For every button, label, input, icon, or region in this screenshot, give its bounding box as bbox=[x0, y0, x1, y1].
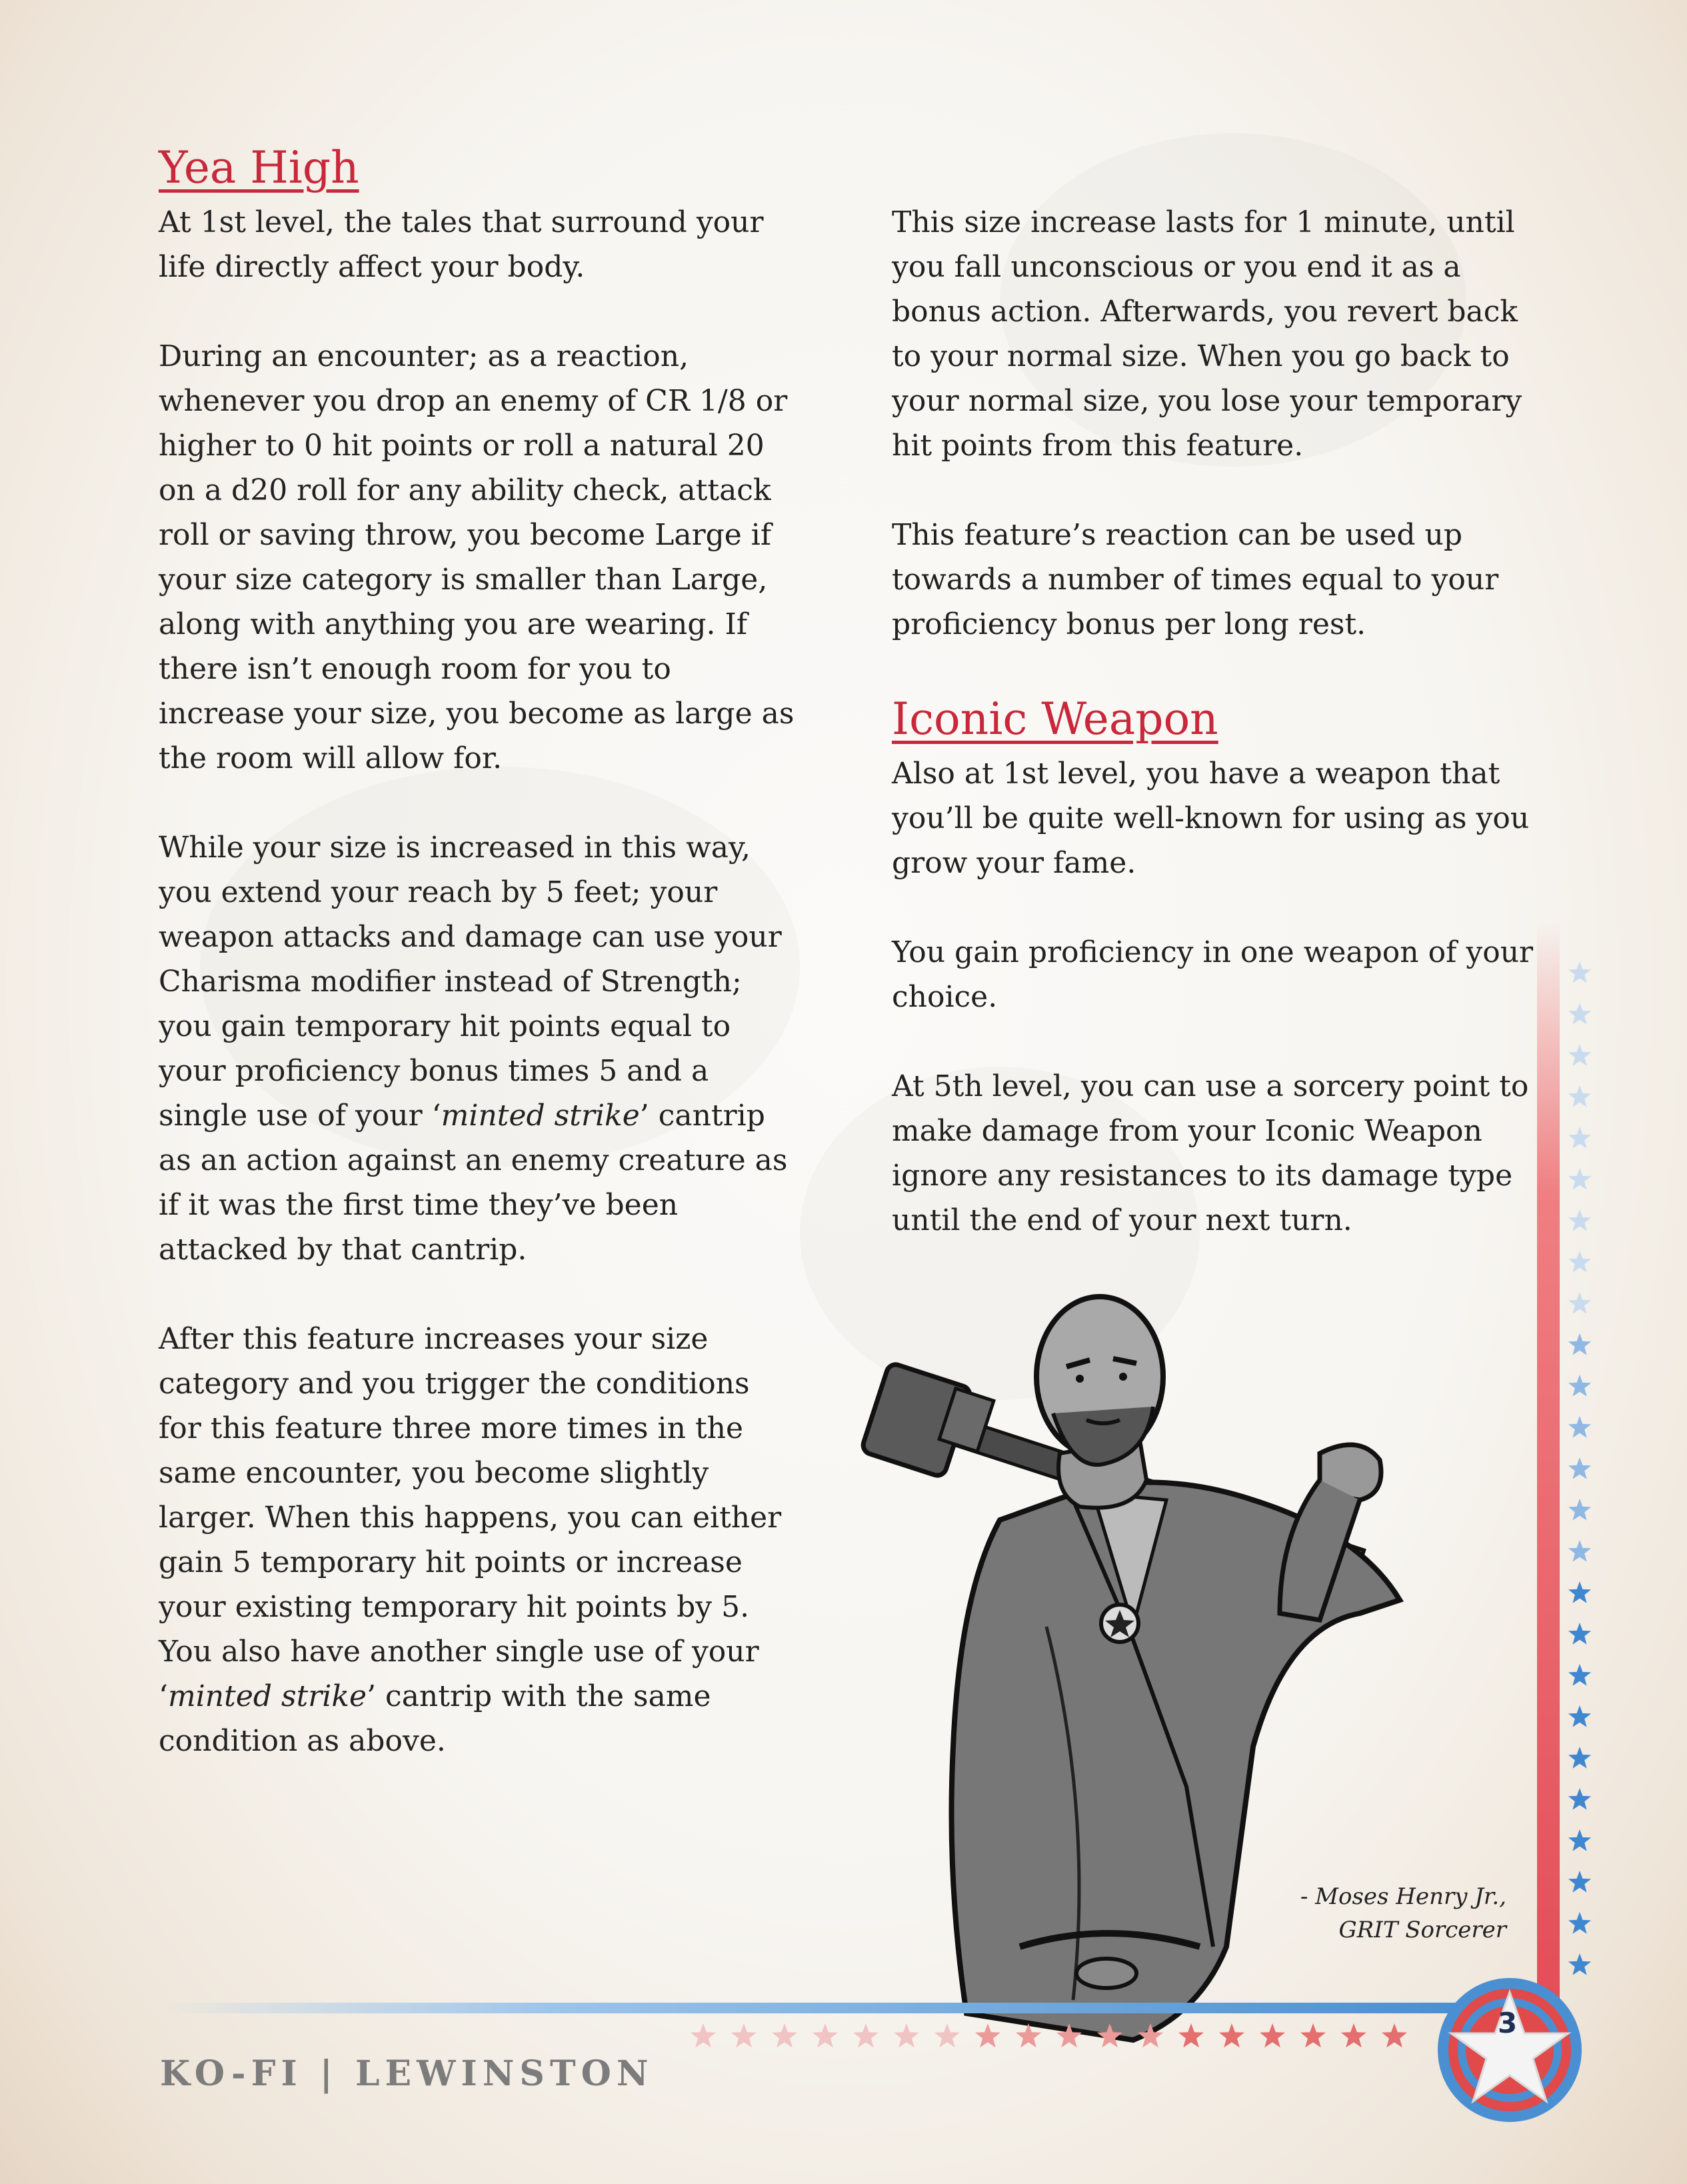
caption-line: GRIT Sorcerer bbox=[1338, 1917, 1506, 1943]
paragraph: Also at 1st level, you have a weapon that you’ll be quite well-known for using as you grow your fame. bbox=[892, 757, 1530, 880]
star-icon bbox=[1260, 2023, 1285, 2047]
star-column-decoration bbox=[1565, 960, 1594, 2000]
star-icon bbox=[1097, 2023, 1122, 2047]
star-icon bbox=[691, 2023, 716, 2047]
star-icon bbox=[853, 2023, 878, 2047]
illustration-caption bbox=[1266, 1880, 1506, 1947]
star-icon bbox=[1568, 1333, 1591, 1355]
spell-name: minted strike bbox=[168, 1679, 367, 1713]
star-icon bbox=[1568, 1168, 1591, 1190]
star-icon bbox=[1568, 1829, 1591, 1851]
paragraph: This size increase lasts for 1 minute, until you fall unconscious or you end it as a bonus action. Afterwards, you revert back to your normal size. When you go back to your normal size, you lose your temporary hit points from this feature. bbox=[892, 205, 1522, 463]
star-icon bbox=[1568, 1416, 1591, 1438]
star-icon bbox=[1568, 961, 1591, 983]
star-icon bbox=[975, 2023, 1000, 2047]
star-icon bbox=[1568, 1292, 1591, 1314]
paragraph bbox=[159, 1317, 799, 1763]
page-number: 3 bbox=[1498, 2007, 1518, 2039]
star-icon bbox=[1568, 1375, 1591, 1397]
star-icon bbox=[1138, 2023, 1163, 2047]
star-icon bbox=[1300, 2023, 1326, 2047]
text-run: While your size is increased in this way, you extend your reach by 5 feet; your weapon attacks and damage can use your Charisma modifier instead of Strength; you gain temporary hit points equal to your proficiency bonus times 5 and a single use of your ‘ bbox=[159, 831, 782, 1133]
decorative-blue-stripe bbox=[160, 2003, 1460, 2013]
section-heading-yea-high: Yea High bbox=[159, 142, 359, 193]
star-icon bbox=[1568, 1127, 1591, 1149]
right-column bbox=[892, 200, 1545, 1287]
star-icon bbox=[1568, 1044, 1591, 1066]
text-run: After this feature increases your size category and you trigger the conditions for this feature three more times in the same encounter, you become slightly larger. When this happens, you can either gain 5 temporary hit points or increase your existing temporary hit points by 5. You also have another single use of your ‘ bbox=[159, 1322, 782, 1713]
star-icon bbox=[1568, 1623, 1591, 1645]
star-icon bbox=[1568, 1871, 1591, 1893]
star-icon bbox=[1568, 1251, 1591, 1273]
text-run: ’ cantrip with the same condition as above. bbox=[159, 1679, 711, 1758]
spell-name: minted strike bbox=[441, 1099, 640, 1133]
text-run: ’ cantrip as an action against an enemy creature as if it was the first time they’ve been attacked by that cantrip. bbox=[159, 1099, 788, 1267]
star-icon bbox=[1568, 1540, 1591, 1562]
paragraph: This feature’s reaction can be used up towards a number of times equal to your proficiency bonus per long rest. bbox=[892, 518, 1499, 641]
paragraph bbox=[159, 825, 799, 1272]
star-icon bbox=[731, 2023, 757, 2047]
left-column bbox=[159, 140, 799, 1808]
caption-line: - Moses Henry Jr., bbox=[1300, 1883, 1506, 1910]
star-icon bbox=[1568, 1003, 1591, 1025]
star-icon bbox=[894, 2023, 919, 2047]
star-icon bbox=[1568, 1788, 1591, 1810]
star-icon bbox=[1056, 2023, 1082, 2047]
star-icon bbox=[1568, 1705, 1591, 1727]
footer-publisher: KO-FI | LEWINSTON bbox=[160, 2053, 654, 2094]
star-badge-icon bbox=[1433, 1973, 1586, 2127]
star-icon bbox=[813, 2023, 838, 2047]
paragraph: You gain proficiency in one weapon of your choice. bbox=[892, 935, 1534, 1014]
star-icon bbox=[1341, 2023, 1366, 2047]
star-row-decoration bbox=[687, 2020, 1440, 2053]
star-icon bbox=[1568, 1953, 1591, 1975]
decorative-red-stripe bbox=[1537, 920, 1560, 2013]
star-icon bbox=[772, 2023, 797, 2047]
star-icon bbox=[1568, 1581, 1591, 1603]
star-icon bbox=[1016, 2023, 1041, 2047]
star-icon bbox=[1568, 1747, 1591, 1769]
paragraph: At 1st level, the tales that surround your life directly affect your body. bbox=[159, 205, 764, 284]
star-icon bbox=[1568, 1912, 1591, 1934]
star-icon bbox=[1568, 1209, 1591, 1231]
star-icon bbox=[934, 2023, 960, 2047]
star-icon bbox=[1178, 2023, 1204, 2047]
star-icon bbox=[1219, 2023, 1244, 2047]
star-icon bbox=[1568, 1085, 1591, 1107]
section-heading-iconic-weapon: Iconic Weapon bbox=[892, 693, 1218, 745]
star-icon bbox=[1568, 1664, 1591, 1686]
star-icon bbox=[1382, 2023, 1407, 2047]
star-icon bbox=[1568, 1499, 1591, 1521]
paragraph: During an encounter; as a reaction, whenever you drop an enemy of CR 1/8 or higher to 0 hit points or roll a natural 20 on a d20 roll for any ability check, attack roll or saving throw, you become Large if your size category is smaller than Large, along with anything you are wearing. If there isn’t enough room for you to increase your size, you become as large as the room will allow for. bbox=[159, 339, 795, 775]
star-icon bbox=[1568, 1457, 1591, 1479]
paragraph: At 5th level, you can use a sorcery point to make damage from your Iconic Weapon ignore any resistances to its damage type until the end of your next turn. bbox=[892, 1069, 1529, 1237]
